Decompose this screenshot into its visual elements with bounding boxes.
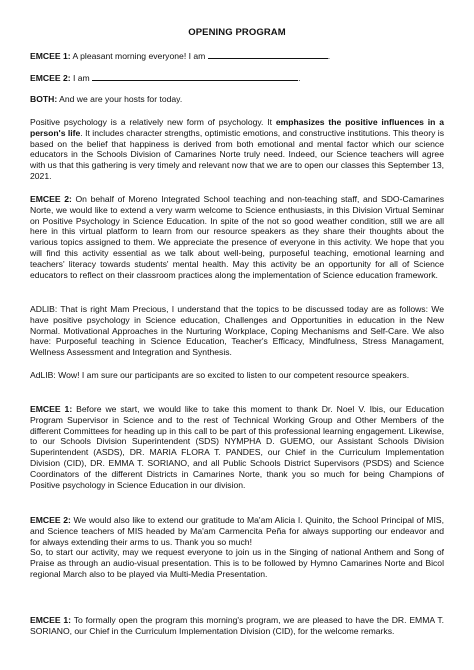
page-title: OPENING PROGRAM: [188, 27, 286, 38]
both-text: And we are your hosts for today.: [57, 94, 183, 104]
emcee2-welcome-label: EMCEE 2:: [30, 194, 72, 204]
pp-text-1: Positive psychology is a relatively new form of psychology. It: [30, 117, 276, 127]
emcee2-welcome-text: On behalf of Moreno Integrated School teaching and non-teaching staff, and SDO-Camarines Norte, we would like to extend a very warm welcome to Science enthusiasts, in this Division Virtual Seminar on Positive Psychology in Science Education. In spite of the not so good weather condition, still we are all here in this virtual platform to learn from our resource speakers as they share their thoughts about the various topics assigned to them. We appreciate the presence of everyone in this activity. We hope that you will find this activity essential as we talk about well-being, purposeful teaching, emotional learning and teachers' literacy towards students' mental health. May this activity be an opportunity for all of Science educators to reflect on their classroom practices along the implementation of Science education framework.: [30, 194, 444, 280]
emcee1-thanks-text: Before we start, we would like to take this moment to thank Dr. Noel V. Ibis, our Education Program Supervisor in Science and to the rest of Technical Working Group and Other Members of the different Committees for heading up in this call to be part of this professional learning engagement. Likewise, to our Schools Division Superintendent (SDS) NYMPHA D. GUEMO, our Assistant Schools Division Superintendent (ASDS), DR. MARIA FLORA T. PANDES, our Chief in the Curriculum Implementation Division (CID), DR. EMMA T. SORIANO, and all Public Schools District Supervisors (PSDS) and Science Coordinators of the different Districts in Camarines Norte, thank you so much for being Champions of Positive psychology in Science Education in our division.: [30, 404, 444, 490]
pp-text-2: . It includes character strengths, optimistic emotions, and constructive institutions. This theory is based on the belief that happiness is derived from both emotional and mental factor which our science educators in the Schools Division of Camarines Norte truly need. Indeed, our Science teachers will agree with us that this gathering is very timely and relevant now that we are to open our classes this September 13, 2021.: [30, 127, 444, 181]
emcee1-intro-text: A pleasant morning everyone! I am: [70, 51, 208, 61]
emcee1-thanks-paragraph: [30, 404, 444, 490]
emcee1-intro-line: [30, 50, 444, 62]
pp-emphasis: emphasizes the positive influences in a person's life: [30, 117, 444, 138]
emcee2-gratitude-label: EMCEE 2:: [30, 515, 71, 525]
emcee1-opening-paragraph: [30, 615, 444, 637]
emcee2-welcome-paragraph: [30, 194, 444, 280]
emcee2-gratitude-paragraph: [30, 515, 444, 580]
emcee1-opening-text: To formally open the program this morning's program, we are pleased to have the DR. EMMA T. SORIANO, our Chief in the Curriculum Implementation Division (CID), for the welcome remarks.: [30, 615, 445, 636]
emcee2-gratitude-text: We would also like to extend our gratitude to Ma'am Alicia I. Quinito, the School Principal of MIS, and Science teachers of MIS headed by Ma'am Carmencita Peña for always supporting our endeavor and for always extending their arms to us. Thank you so much!: [30, 515, 445, 547]
emcee2-intro-end: .: [298, 73, 301, 83]
emcee1-opening-label: EMCEE 1:: [30, 615, 72, 625]
emcee2-name-blank: [92, 72, 301, 83]
emcee2-intro-text: I am: [70, 73, 93, 83]
both-label: BOTH:: [30, 94, 58, 104]
emcee2-label: EMCEE 2:: [30, 73, 71, 83]
emcee2-anthem-text: So, to start our activity, may we request everyone to join us in the Singing of national Anthem and Song of Praise as through an audio-visual presentation. This is to be followed by Hymno Camarines Norte and Bicol regional March also to be played via Multi-Media Presentation.: [30, 547, 444, 579]
adlib-paragraph-2: AdLIB: Wow! I am sure our participants are so excited to listen to our competent resource speakers.: [30, 370, 410, 380]
positive-psychology-paragraph: [30, 117, 444, 182]
emcee2-intro-line: [30, 72, 444, 84]
emcee1-intro-end: .: [327, 51, 331, 61]
emcee1-thanks-label: EMCEE 1:: [30, 404, 73, 414]
emcee1-name-blank: [208, 50, 331, 61]
emcee1-label: EMCEE 1:: [30, 51, 71, 61]
adlib-paragraph-1: ADLIB: That is right Mam Precious, I understand that the topics to be discussed today are as follows: We have positive psychology in Science education, Challenges and Opportunities in education in the New Normal. Motivational Approaches in the Nurturing Workplace, Coping Mechanisms and Self-Care. We also have: Purposeful teaching in Science Education, Teacher's Efficacy, Mindfulness, Stress Managament, Wellness Assessment and Integration and Synthesis.: [30, 304, 444, 358]
both-line: [30, 94, 444, 105]
